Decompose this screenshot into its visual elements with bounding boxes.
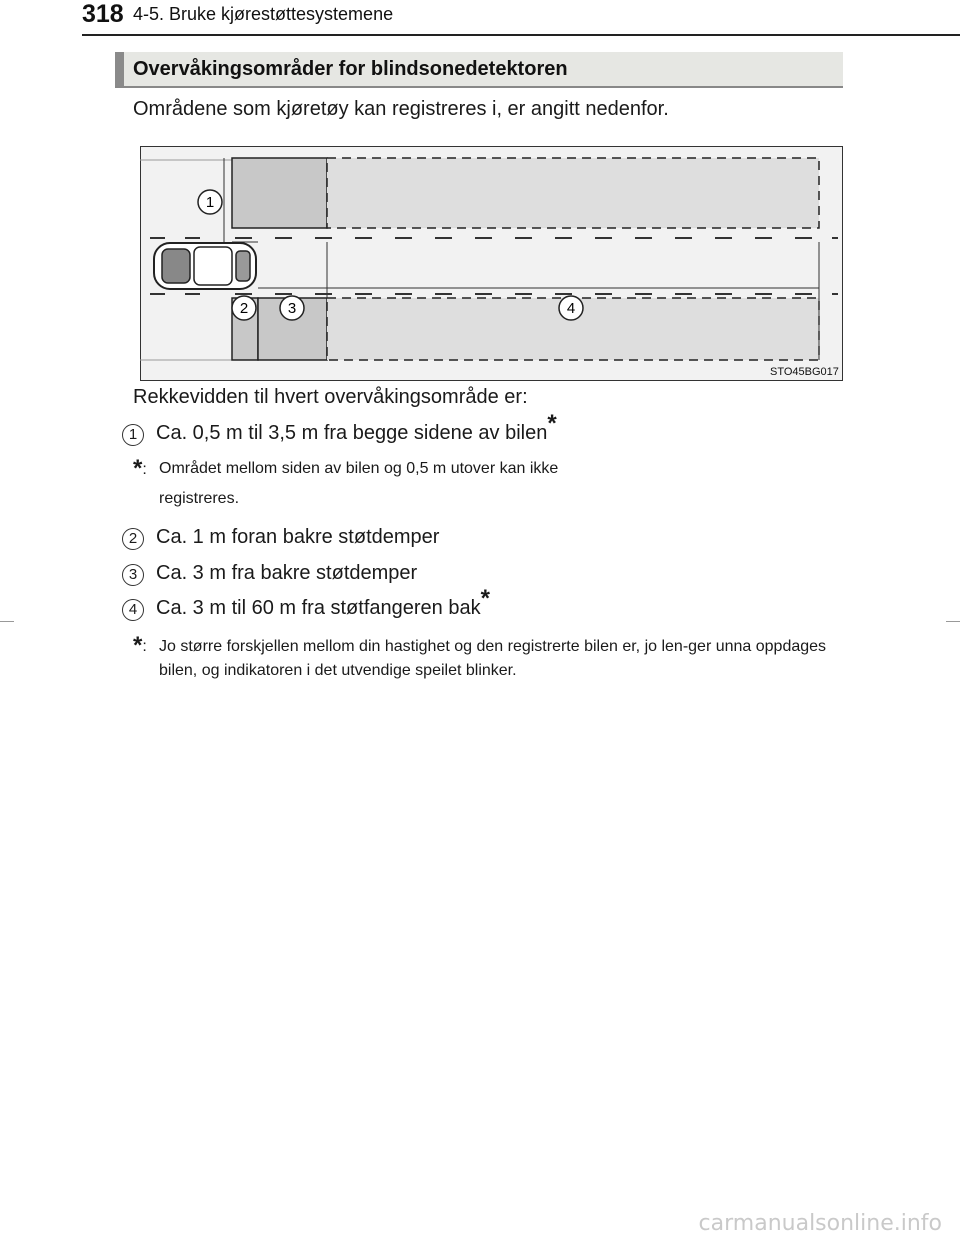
item-1-text: Ca. 0,5 m til 3,5 m fra begge sidene av bilen	[156, 422, 548, 444]
callout-2-label: 2	[239, 300, 249, 317]
item-2-number: 2	[122, 528, 144, 550]
item-4-text: Ca. 3 m til 60 m fra støtfangeren bak	[156, 597, 481, 619]
zone-1-far	[327, 158, 819, 228]
header-rule	[82, 34, 960, 36]
callout-3	[280, 296, 304, 320]
note-2-colon: :	[142, 638, 147, 655]
section-title: 4-5. Bruke kjørestøttesystemene	[133, 4, 394, 24]
callout-1-label: 1	[205, 194, 215, 211]
page-number: 318	[82, 0, 124, 28]
callout-3-label: 3	[287, 300, 297, 317]
note-1	[133, 454, 559, 507]
callout-4	[559, 296, 583, 320]
intro-text: Områdene som kjøretøy kan registreres i, er angitt nedenfor.	[133, 98, 669, 120]
crop-mark-left	[0, 621, 14, 622]
list-item-3	[122, 562, 417, 586]
note-1-star: *	[133, 455, 143, 482]
item-3-number: 3	[122, 564, 144, 586]
figure-code: STO45BG017	[770, 366, 839, 378]
detection-area-figure	[140, 146, 843, 381]
item-1-number: 1	[122, 424, 144, 446]
callout-2	[232, 296, 256, 320]
list-item-2	[122, 526, 439, 550]
heading-bar	[115, 52, 124, 86]
heading-title: Overvåkingsområder for blindsonedetektoren	[133, 58, 568, 80]
list-item-4	[122, 585, 490, 621]
note-1-text: Området mellom siden av bilen og 0,5 m utover kan ikke registreres.	[159, 460, 559, 507]
crop-mark-right	[946, 621, 960, 622]
watermark: carmanualsonline.info	[698, 1211, 942, 1236]
note-2-star: *	[133, 632, 143, 659]
vehicle-icon	[154, 243, 256, 289]
callout-1	[198, 190, 222, 214]
zone-1-near	[232, 158, 327, 228]
item-1-star: *	[547, 410, 557, 437]
note-1-colon: :	[142, 461, 147, 478]
note-2-text: Jo større forskjellen mellom din hastighet og den registrerte bilen er, jo len-ger unna oppdages bilen, og indikatoren i det utvendige speilet blinker.	[159, 638, 827, 679]
callout-4-label: 4	[566, 300, 576, 317]
heading-box	[115, 52, 843, 88]
list-item-1	[122, 410, 557, 446]
item-2-text: Ca. 1 m foran bakre støtdemper	[156, 526, 440, 548]
item-3-text: Ca. 3 m fra bakre støtdemper	[156, 562, 418, 584]
item-4-number: 4	[122, 599, 144, 621]
note-2	[133, 631, 827, 679]
detection-area-diagram	[140, 146, 843, 381]
item-4-star: *	[480, 585, 490, 612]
range-intro-text: Rekkevidden til hvert overvåkingsområde er:	[133, 386, 528, 408]
